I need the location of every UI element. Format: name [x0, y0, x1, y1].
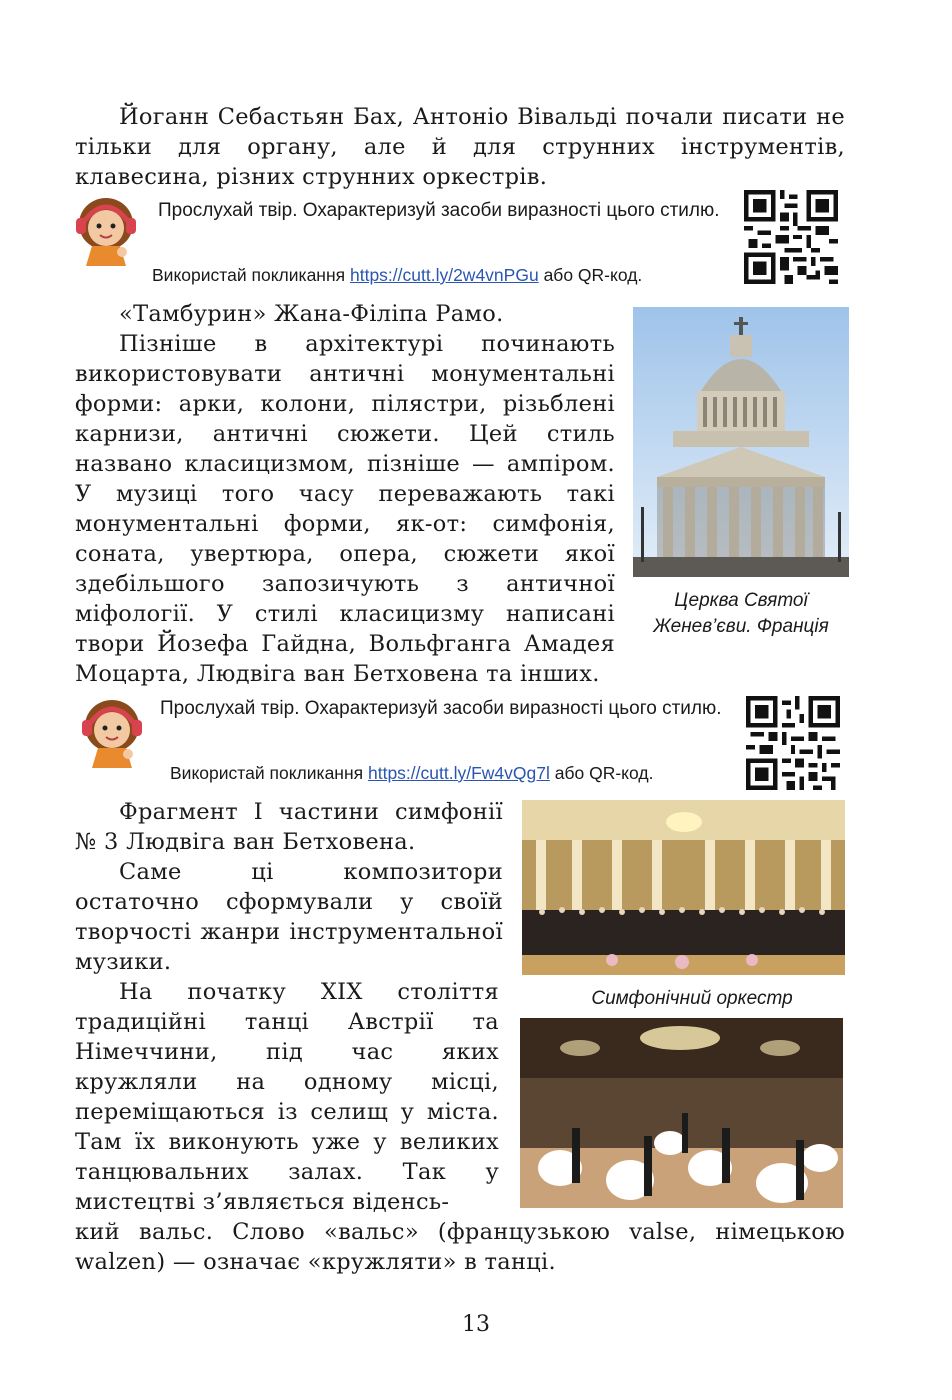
waltz-ballroom-photo — [520, 1018, 843, 1208]
paragraph-waltz-part1: На початку XIX століття традиційні танці Австрії та Німеччини, під час яких кружляли на одному місці, переміщаються із селищ у міста. Там їх виконують уже у великих танцювальних залах. Так у мистецтві з’являється віденсь- — [75, 979, 499, 1215]
headphones-girl-icon — [78, 696, 146, 770]
paragraph-beethoven-symphony: Фрагмент І частини симфонії № 3 Людвіга ван Бетховена. — [75, 799, 503, 855]
task-1-link-suffix: або QR-код. — [543, 265, 643, 285]
orchestra-photo — [522, 800, 845, 975]
page-number: 13 — [462, 1312, 490, 1337]
pantheon-photo — [633, 307, 849, 577]
task-1-link[interactable]: https://cutt.ly/2w4vnPGu — [349, 265, 539, 285]
headphones-girl-icon — [72, 194, 140, 268]
paragraph-rameau: «Тамбурин» Жана-Філіпа Рамо. — [119, 301, 504, 327]
qr-code-icon[interactable] — [744, 190, 838, 284]
task-2-link[interactable]: https://cutt.ly/Fw4vQg7l — [367, 763, 550, 783]
task-1-link-prefix: Використай покликання — [152, 265, 346, 285]
task-2-link-line — [170, 762, 653, 784]
qr-code-icon[interactable] — [746, 696, 840, 790]
pantheon-caption: Церква Святої Женев’єви. Франція — [653, 590, 829, 637]
paragraph-waltz-part2: кий вальс. Слово «вальс» (французькою valse, німецькою walzen) — означає «кружляти» в танці. — [75, 1219, 845, 1275]
paragraph-bach-vivaldi: Йоганн Себастьян Бах, Антоніо Вівальді почали писати не тільки для органу, але й для струнних інструментів, клавесина, різних струнних оркестрів. — [75, 104, 845, 190]
task-2-link-prefix: Використай покликання — [170, 763, 364, 783]
paragraph-composers: Саме ці композитори остаточно сформували у своїй творчості жанри інструментальної музики. — [75, 859, 503, 975]
paragraph-classicism: Пізніше в архітектурі починають використовувати античні монументальні форми: арки, колони, пілястри, різьблені карнизи, античні сюжети. Цей стиль названо класицизмом, пізніше — ампіром. У музиці того часу переважають такі монументальні форми, як-от: симфонія, соната, увертюра, опера, сюжети якої здебільшого запозичують з античної міфології. У стилі класицизму написані твори Йозефа Гайдна, Вольфганга Амадея Моцарта, Людвіга ван Бетховена та інших. — [75, 331, 615, 687]
orchestra-caption: Симфонічний оркестр — [591, 988, 793, 1009]
task-1-text: Прослухай твір. Охарактеризуй засоби виразності цього стилю. — [158, 200, 720, 221]
task-2-text: Прослухай твір. Охарактеризуй засоби виразності цього стилю. — [160, 698, 722, 719]
task-1-link-line — [152, 264, 642, 286]
task-2-link-suffix: або QR-код. — [554, 763, 654, 783]
